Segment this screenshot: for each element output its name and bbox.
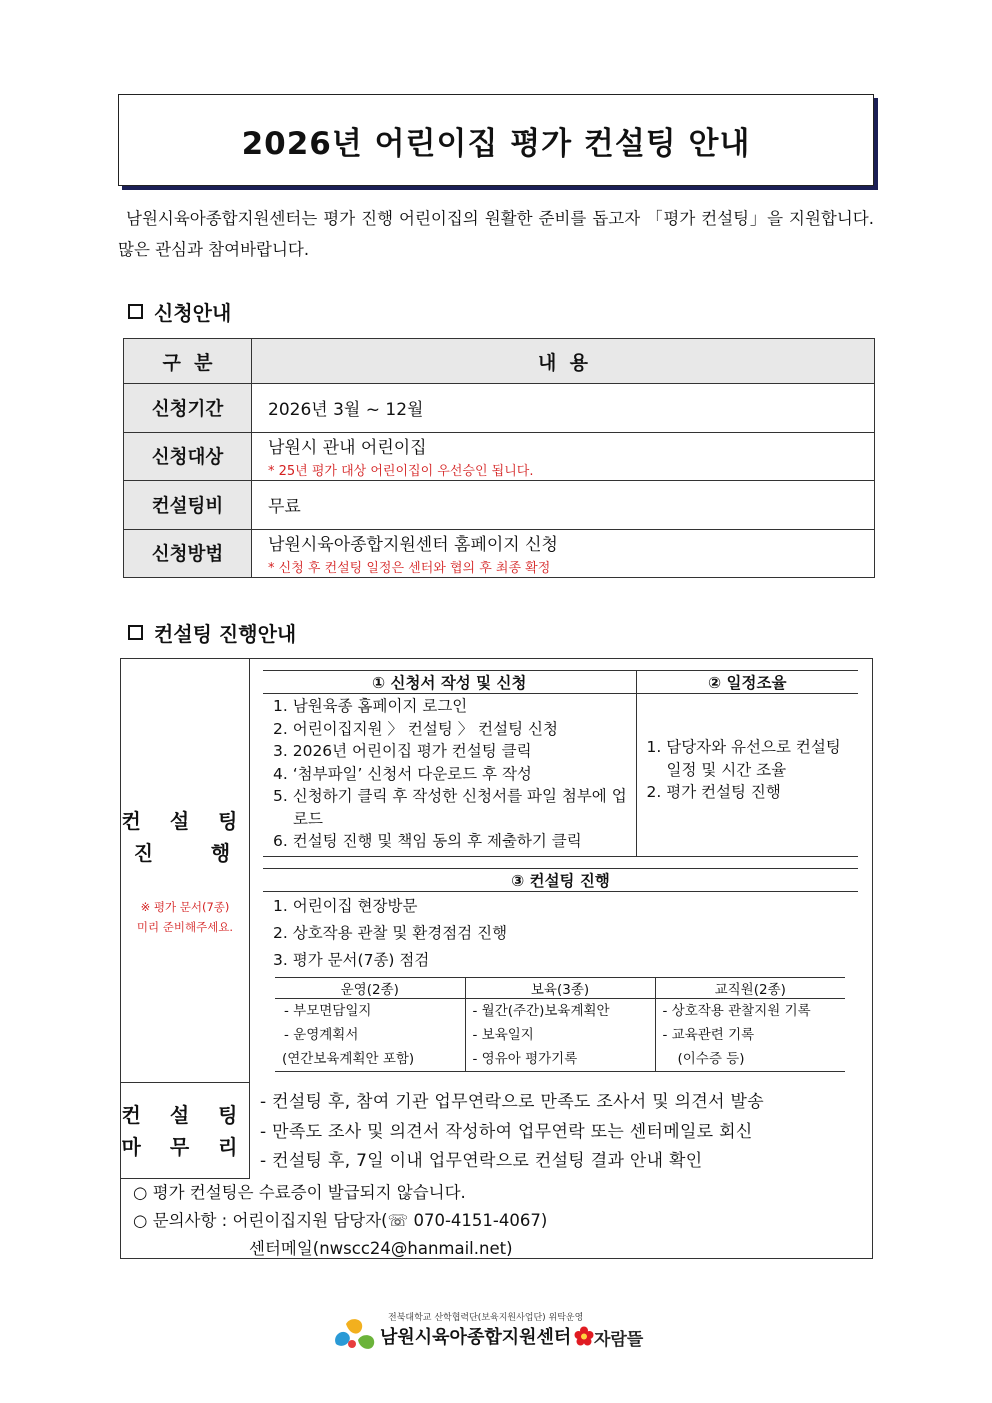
progress-label-line2: 진 행 bbox=[133, 840, 237, 865]
step3-table bbox=[263, 868, 858, 974]
step3-list bbox=[267, 893, 858, 974]
progress-label-column bbox=[121, 659, 250, 1179]
progress-note bbox=[137, 897, 233, 937]
step3-cell bbox=[263, 892, 858, 975]
doc-item: - 상호작용 관찰지원 기록 bbox=[662, 1003, 811, 1019]
section-heading-apply bbox=[128, 297, 231, 326]
table-row bbox=[124, 432, 875, 481]
intro-paragraph: 남원시육아종합지원센터는 평가 진행 어린이집의 원활한 준비를 돕고자 「평가 컨설팅」을 지원합니다. 많은 관심과 참여바랍니다. bbox=[118, 209, 874, 259]
list-item: 3. 2026년 어린이집 평가 컨설팅 클릭 bbox=[273, 742, 532, 760]
steps-1-2-table bbox=[263, 670, 858, 857]
doc-col-care bbox=[465, 999, 655, 1072]
documents-table bbox=[275, 977, 845, 1072]
logo-brand-jaramtteul: 자람뜰 bbox=[594, 1330, 644, 1350]
doc-header-staff: 교직원(2종) bbox=[655, 978, 845, 999]
step2-cell bbox=[636, 694, 858, 857]
row-value-text: 남원시 관내 어린이집 bbox=[268, 438, 427, 459]
doc-item: - 부모면담일지 bbox=[284, 1003, 372, 1019]
footer-note-email: 센터메일(nwscc24@hanmail.net) bbox=[249, 1239, 513, 1258]
progress-label-cell bbox=[121, 659, 249, 1083]
progress-note-line1: ※ 평가 문서(7종) bbox=[140, 899, 230, 914]
wrapup-label-line1: 컨 설 팅 bbox=[121, 1102, 249, 1127]
progress-steps-area bbox=[250, 659, 872, 1083]
doc-item: - 월간(주간)보육계획안 bbox=[472, 1003, 610, 1019]
step3-title: ③ 컨설팅 진행 bbox=[263, 869, 858, 892]
wrapup-item: - 만족도 조사 및 의견서 작성하여 업무연락 또는 센터메일로 회신 bbox=[260, 1121, 753, 1142]
checkbox-square-icon bbox=[128, 304, 143, 319]
row-value-text: 무료 bbox=[268, 497, 301, 518]
row-note: * 25년 평가 대상 어린이집이 우선승인 됩니다. bbox=[268, 464, 534, 480]
logo-name: 남원시육아종합지원센터 bbox=[380, 1327, 572, 1348]
step2-title: ② 일정조율 bbox=[636, 671, 858, 694]
progress-info-box bbox=[120, 658, 873, 1259]
list-item: 2. 평가 컨설팅 진행 bbox=[646, 783, 781, 801]
table-row bbox=[124, 481, 875, 530]
checkbox-square-icon bbox=[128, 625, 143, 640]
footer-note-contact: ○ 문의사항 : 어린이집지원 담당자(☏ 070-4151-4067) bbox=[133, 1211, 548, 1230]
wrapup-label-cell bbox=[121, 1083, 249, 1179]
page-title: 2026년 어린이집 평가 컨설팅 안내 bbox=[241, 125, 751, 162]
progress-label-line1: 컨 설 팅 bbox=[121, 808, 249, 833]
row-value-text: 2026년 3월 ~ 12월 bbox=[268, 400, 424, 421]
wrapup-label-line2: 마 무 리 bbox=[121, 1134, 249, 1159]
doc-col-operation bbox=[275, 999, 465, 1072]
list-item: 2. 어린이집지원 〉 컨설팅 〉 컨설팅 신청 bbox=[273, 719, 558, 738]
row-label: 신청방법 bbox=[124, 529, 252, 578]
list-item: 1. 담당자와 유선으로 컨설팅 일정 및 시간 조율 bbox=[646, 738, 841, 779]
list-item: 2. 상호작용 관찰 및 환경점검 진행 bbox=[273, 924, 508, 942]
row-value-text: 남원시육아종합지원센터 홈페이지 신청 bbox=[268, 535, 558, 556]
doc-col-staff bbox=[655, 999, 845, 1072]
table-row bbox=[124, 384, 875, 433]
title-box bbox=[118, 94, 874, 186]
step1-cell bbox=[263, 694, 636, 857]
wrapup-content bbox=[250, 1083, 872, 1179]
step1-title: ① 신청서 작성 및 신청 bbox=[263, 671, 636, 694]
doc-header-operation: 운영(2종) bbox=[275, 978, 465, 999]
row-value bbox=[252, 384, 875, 433]
table-row bbox=[124, 529, 875, 578]
footer-notes bbox=[121, 1179, 872, 1258]
section-heading-progress-text: 컨설팅 진행안내 bbox=[154, 622, 297, 646]
doc-item: - 영유아 평가기록 bbox=[472, 1051, 578, 1067]
doc-item: (연간보육계획안 포함) bbox=[282, 1051, 415, 1067]
section-heading-progress bbox=[128, 618, 296, 647]
row-label: 신청기간 bbox=[124, 384, 252, 433]
list-item: 5. 신청하기 클릭 후 작성한 신청서를 파일 첨부에 업로드 bbox=[273, 787, 627, 828]
col-header-category: 구 분 bbox=[124, 339, 252, 384]
doc-item: - 운영계획서 bbox=[284, 1027, 359, 1043]
footer-note-certificate: ○ 평가 컨설팅은 수료증이 발급되지 않습니다. bbox=[133, 1183, 466, 1202]
row-value bbox=[252, 529, 875, 578]
doc-item: - 보육일지 bbox=[472, 1027, 534, 1043]
center-logo-icon bbox=[330, 1314, 378, 1354]
row-label: 신청대상 bbox=[124, 432, 252, 481]
wrapup-item: - 컨설팅 후, 참여 기관 업무연락으로 만족도 조사서 및 의견서 발송 bbox=[260, 1092, 764, 1112]
flower-icon bbox=[574, 1326, 594, 1346]
list-item: 4. ‘첨부파일’ 신청서 다운로드 후 작성 bbox=[273, 764, 532, 783]
row-note: * 신청 후 컨설팅 일정은 센터와 협의 후 최종 확정 bbox=[268, 561, 551, 577]
step1-list bbox=[267, 695, 636, 853]
wrapup-item: - 컨설팅 후, 7일 이내 업무연락으로 컨설팅 결과 안내 확인 bbox=[260, 1151, 703, 1171]
row-value bbox=[252, 481, 875, 530]
row-value bbox=[252, 432, 875, 481]
col-header-content: 내 용 bbox=[252, 339, 875, 384]
list-item: 6. 컨설팅 진행 및 책임 동의 후 제출하기 클릭 bbox=[273, 832, 582, 850]
list-item: 3. 평가 문서(7종) 점검 bbox=[273, 951, 430, 969]
step2-list bbox=[641, 736, 859, 804]
section-heading-apply-text: 신청안내 bbox=[154, 301, 232, 325]
row-label: 컨설팅비 bbox=[124, 481, 252, 530]
logo-subtitle: 전북대학교 산학협력단(보육지원사업단) 위탁운영 bbox=[388, 1313, 584, 1323]
list-item: 1. 어린이집 현장방문 bbox=[273, 897, 418, 915]
doc-header-care: 보육(3종) bbox=[465, 978, 655, 999]
progress-note-line2: 미리 준비해주세요. bbox=[136, 919, 234, 934]
list-item: 1. 남원육종 홈페이지 로그인 bbox=[273, 697, 468, 715]
doc-item: (이수증 등) bbox=[677, 1051, 745, 1067]
center-logo bbox=[330, 1310, 650, 1355]
doc-item: - 교육관련 기록 bbox=[662, 1027, 755, 1043]
apply-info-table bbox=[123, 338, 875, 578]
